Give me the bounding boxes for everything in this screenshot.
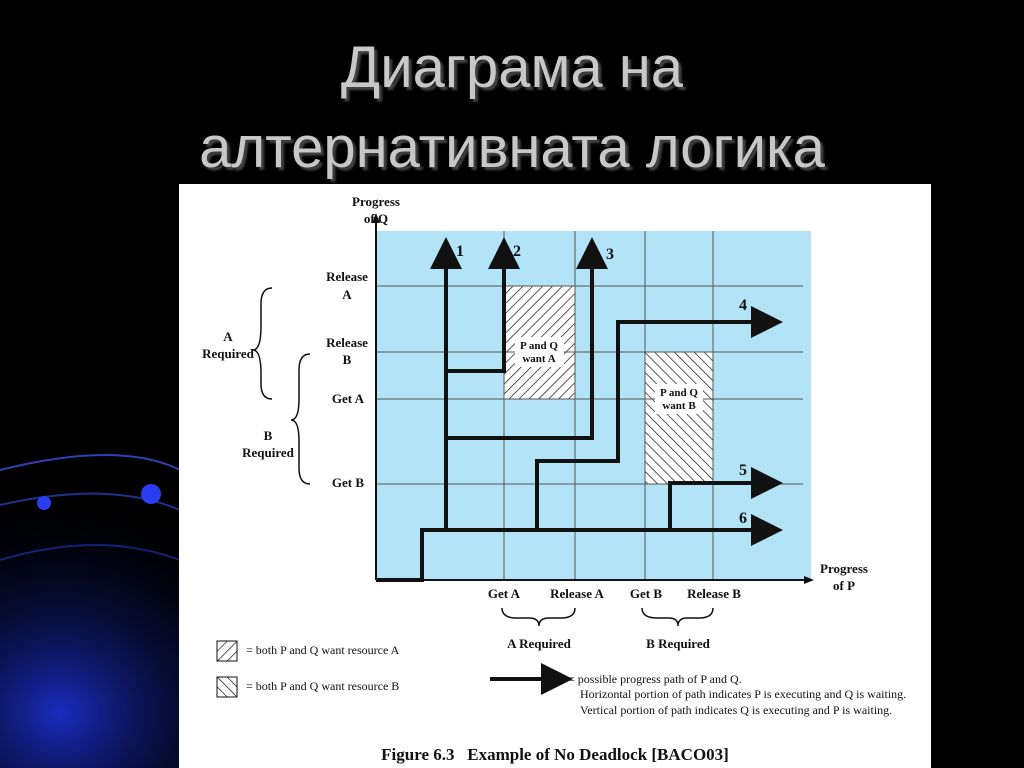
y-tick-get-b: Get B xyxy=(331,475,365,490)
brace-b-required xyxy=(291,354,310,484)
legend-hatch-b-swatch xyxy=(217,677,237,697)
legend-hatch-a-text: = both P and Q want resource A xyxy=(246,643,400,657)
x-tick-get-a: Get A xyxy=(487,586,521,601)
path-label-3: 3 xyxy=(606,246,614,263)
y-tick-get-a: Get A xyxy=(331,391,365,406)
y-axis-label-2: of Q xyxy=(363,211,389,226)
brace-b-label-2: Required xyxy=(242,445,294,460)
legend-arrow-line-1: = possible progress path of P and Q. xyxy=(568,672,742,686)
path-label-1: 1 xyxy=(456,243,464,260)
region-want-a-label-2: want A xyxy=(522,353,556,365)
region-want-b-label-2: want B xyxy=(662,400,696,412)
y-tick-release-b-2: B xyxy=(342,352,352,367)
legend-arrow-line-2: Horizontal portion of path indicates P is executing and Q is waiting. xyxy=(580,687,907,701)
x-tick-release-a: Release A xyxy=(550,586,604,601)
brace-a-label-2: Required xyxy=(202,346,254,361)
legend-hatch-a-swatch xyxy=(217,641,237,661)
y-tick-release-a-2: A xyxy=(342,287,352,302)
y-tick-release-a-1: Release xyxy=(326,269,368,284)
brace-bottom-b-required xyxy=(642,608,713,626)
slide-title-line-1: Диаграма на xyxy=(340,35,684,100)
figure-panel xyxy=(179,184,931,768)
x-tick-get-b: Get B xyxy=(629,586,663,601)
region-want-a-label-1: P and Q xyxy=(520,340,558,352)
region-want-b-label-1: P and Q xyxy=(660,387,698,399)
path-label-4: 4 xyxy=(739,297,747,314)
no-deadlock-diagram xyxy=(179,184,931,768)
y-axis-label-1: Progress xyxy=(352,194,400,209)
x-tick-release-b: Release B xyxy=(687,586,741,601)
legend-hatch-b-text: = both P and Q want resource B xyxy=(246,679,400,693)
x-axis-label-1: Progress xyxy=(820,561,868,576)
brace-b-label-1: B xyxy=(263,428,273,443)
x-axis-label-2: of P xyxy=(832,578,856,593)
brace-bottom-a-required xyxy=(502,608,575,626)
legend-arrow-line-3: Vertical portion of path indicates Q is executing and P is waiting. xyxy=(580,703,893,717)
brace-bottom-a-label: A Required xyxy=(507,636,571,651)
y-tick-release-b-1: Release xyxy=(326,335,368,350)
path-label-2: 2 xyxy=(513,243,521,260)
slide-title xyxy=(0,28,1024,188)
brace-a-required xyxy=(253,288,272,399)
brace-a-label-1: A xyxy=(223,329,233,344)
slide-title-line-2: алтернативната логика xyxy=(199,115,825,180)
brace-bottom-b-label: B Required xyxy=(646,636,710,651)
path-label-5: 5 xyxy=(739,462,747,479)
region-want-b xyxy=(645,352,713,484)
figure-caption: Figure 6.3 Example of No Deadlock [BACO03] xyxy=(381,745,729,764)
path-label-6: 6 xyxy=(739,510,747,527)
